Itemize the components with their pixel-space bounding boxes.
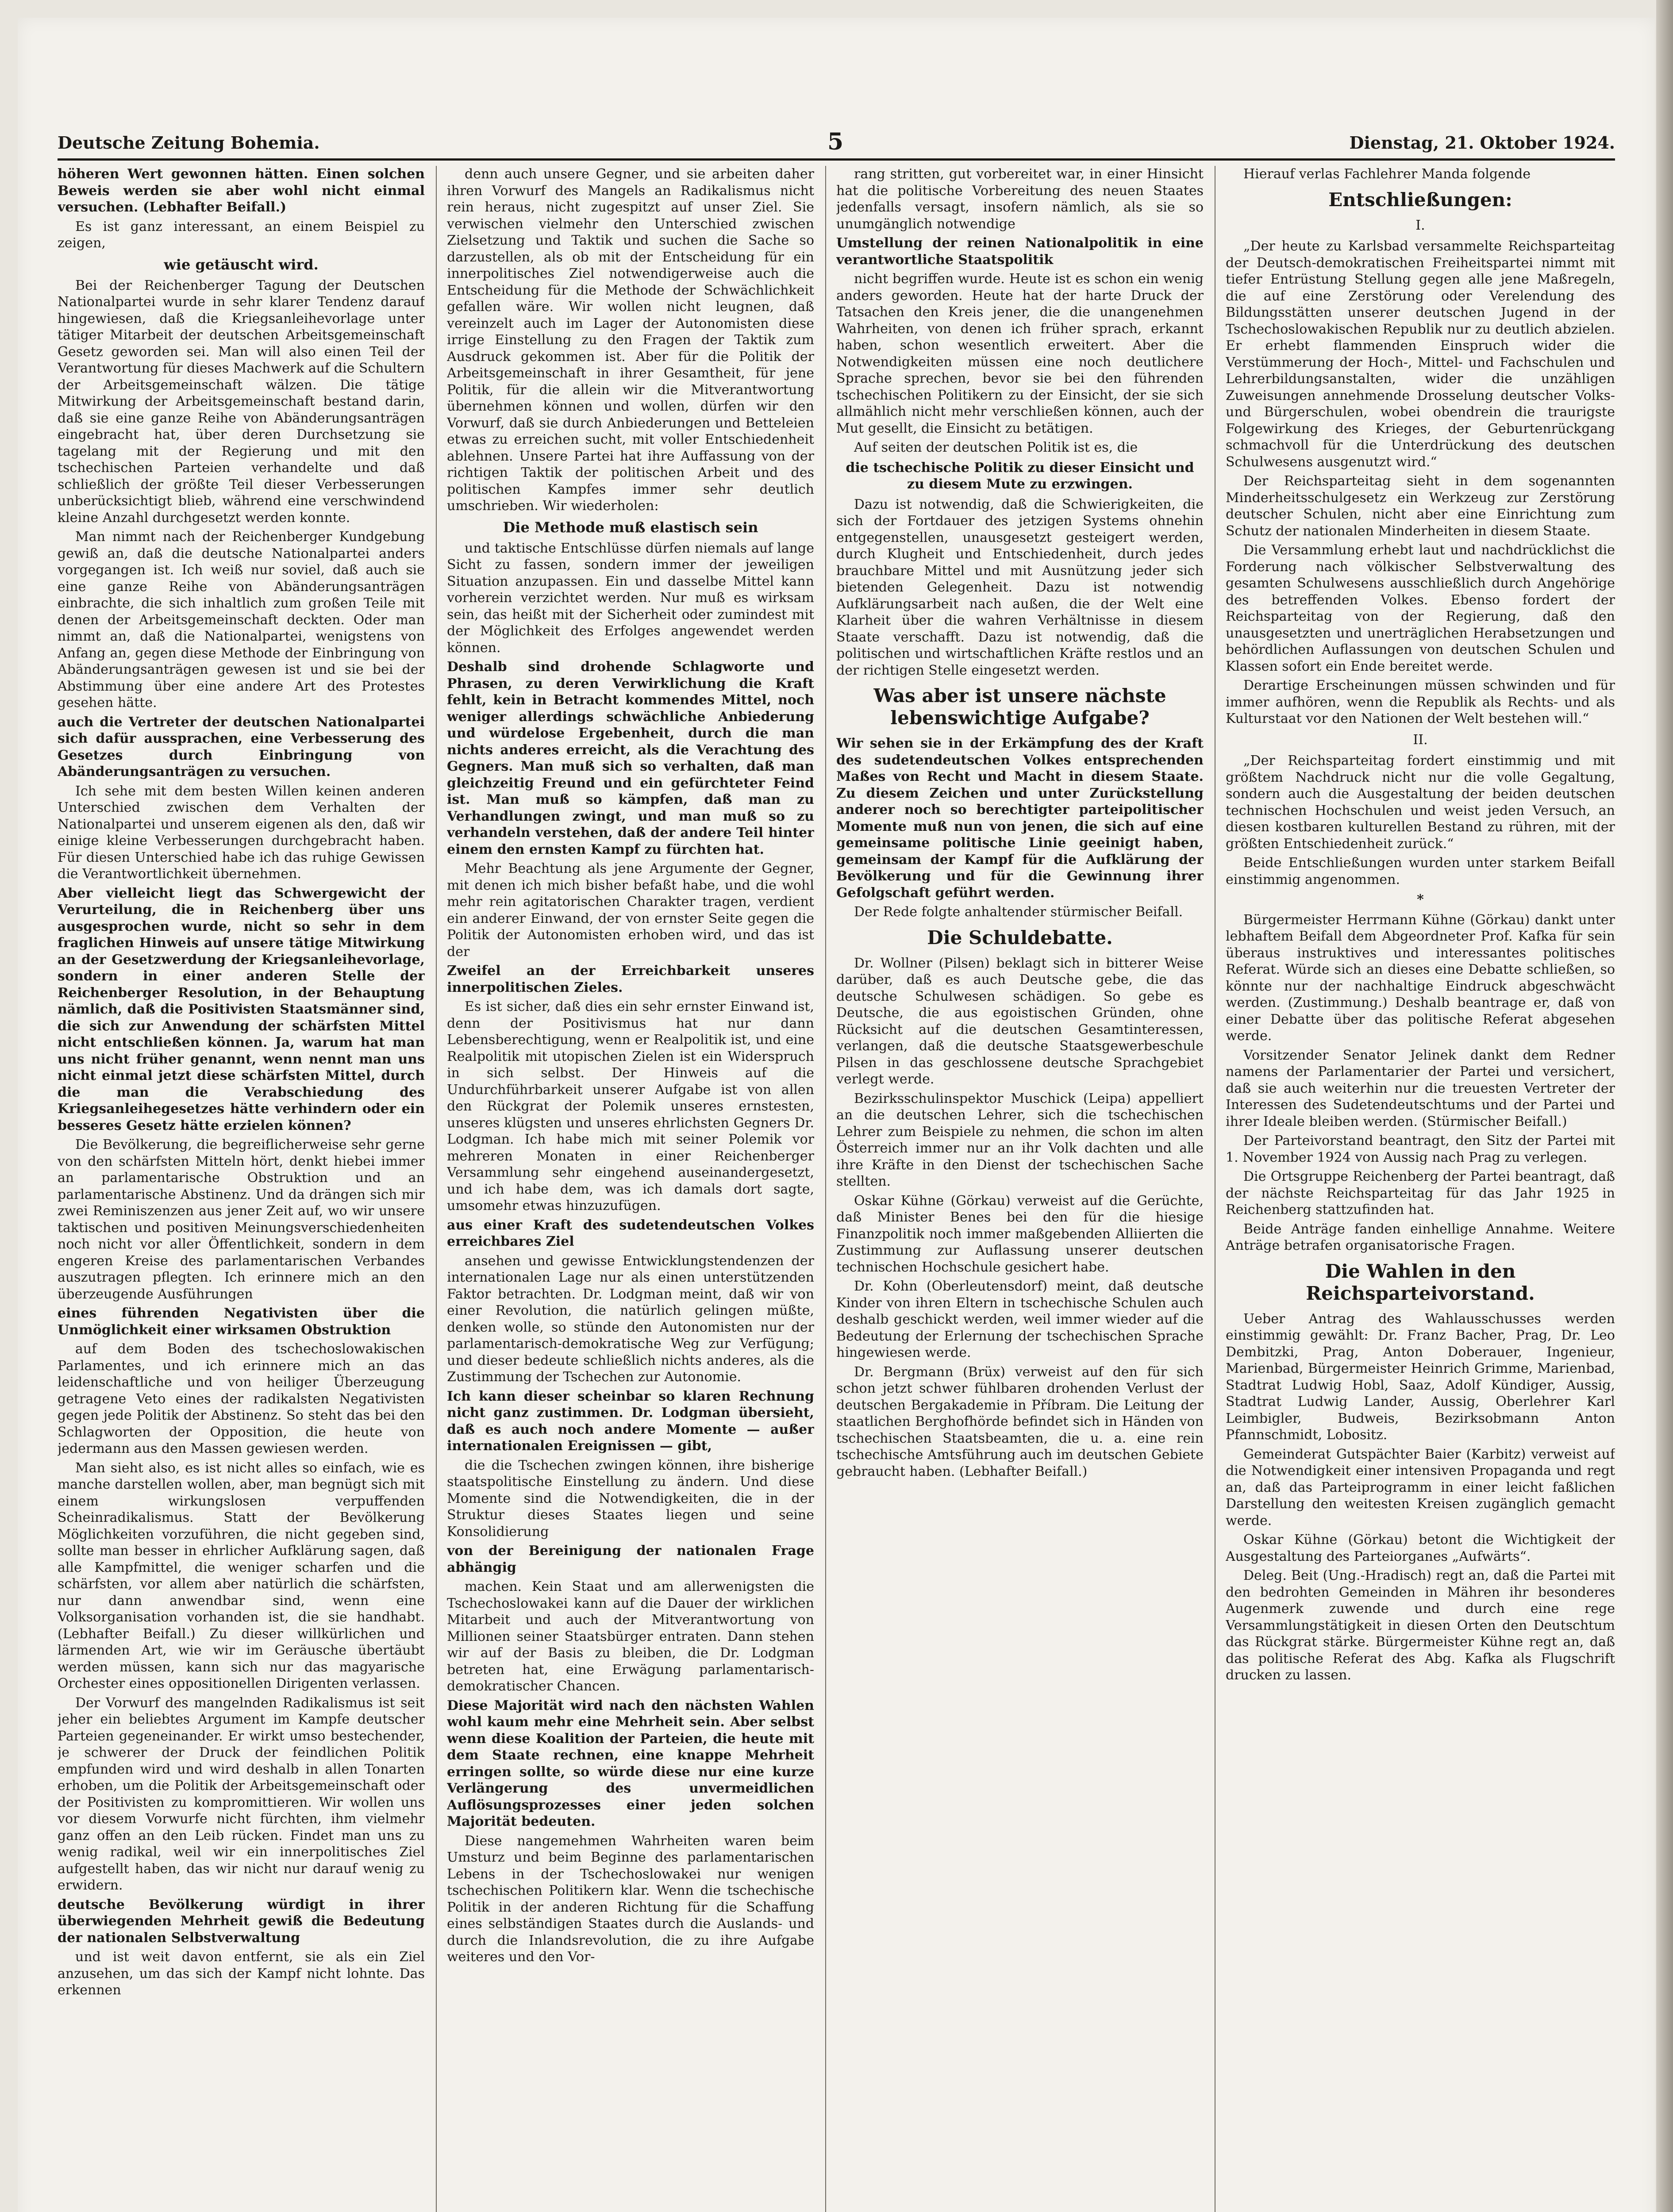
emphasized-paragraph: aus einer Kraft des sudetendeutschen Volkes erreichbares Ziel	[447, 1217, 814, 1249]
emphasized-paragraph: deutsche Bevölkerung würdigt in ihrer überwiegenden Mehrheit gewiß die Bedeutung der nationalen Selbstverwaltung	[58, 1897, 425, 1946]
column-divider	[436, 166, 437, 2212]
paragraph: Beide Entschließungen wurden unter starkem Beifall einstimmig angenommen.	[1226, 855, 1615, 887]
paragraph: Dazu ist notwendig, daß die Schwierigkeiten, die sich der Fortdauer des jetzigen Systems ohnehin entgegenstellen, unausgesetzt gesteigert werden, durch Klugheit und Entschiedenheit, durch jedes brauchbare Mittel und mit Ausnützung jeder sich bietenden Gelegenheit. Dazu ist notwendig Aufklärungsarbeit nach außen, die der Welt eine Klarheit über die wahren Verhältnisse in diesem Staate verschafft. Dazu ist notwendig, daß die politischen und wirtschaftlichen Kräfte restlos und an der richtigen Stelle eingesetzt werden.	[836, 496, 1204, 678]
emphasized-paragraph: Ich kann dieser scheinbar so klaren Rechnung nicht ganz zustimmen. Dr. Lodgman übersieht, daß es auch noch andere Momente — außer internationalen Ereignissen — gibt,	[447, 1388, 814, 1454]
paragraph: ansehen und gewisse Entwicklungstendenzen der internationalen Lage nur als einen unterstützenden Faktor betrachten. Dr. Lodgman meint, daß wir von einer Revolution, die natürlich gelingen müßte, denken wolle, so stünde den Autonomisten nur der parlamentarisch-demokratische Weg zur Verfügung; und dieser bedeute schließlich nichts anderes, als die Zustimmung der Tschechen zur Autonomie.	[447, 1253, 814, 1385]
centered-line: *	[1417, 892, 1424, 907]
newspaper-page	[18, 18, 1655, 2212]
paragraph: Vorsitzender Senator Jelinek dankt dem Redner namens der Parlamentarier der Partei und versichert, daß sie auch weiterhin nur die treuesten Vertreter der Interessen des Sudetendeutschtums und der Partei und ihrer Ideale bleiben werden. (Stürmischer Beifall.)	[1226, 1047, 1615, 1129]
scan-edge	[1656, 0, 1673, 2212]
paragraph: Deleg. Beit (Ung.-Hradisch) regt an, daß die Partei mit den bedrohten Gemeinden in Mähren ihr besonderes Augenmerk zuwende und durch eine rege Versammlungstätigkeit in diesen Orten den Deutschtum das Rückgrat stärke. Bürgermeister Kühne regt an, daß das politische Referat des Abg. Kafka als Flugschrift drucken zu lassen.	[1226, 1568, 1615, 1683]
paragraph: Auf seiten der deutschen Politik ist es, die	[854, 440, 1138, 455]
paragraph: Der Vorwurf des mangelnden Radikalismus ist seit jeher ein beliebtes Argument im Kampfe deutscher Parteien gegeneinander. Er wirkt umso bestechender, je schwerer der Druck der feindlichen Politik empfunden wird und wird deshalb in allen Tonarten erhoben, um die Politik der Arbeitsgemeinschaft oder der Positivisten zu kompromittieren. Wir wollen uns vor diesem Vorwurfe nicht fürchten, ihm vielmehr ganz offen an den Leib rücken. Findet man uns zu wenig radikal, weil wir ein innerpolitisches Ziel aufgestellt haben, das wir nicht nur darauf wenig zu erwidern.	[58, 1695, 425, 1893]
paragraph: Ueber Antrag des Wahlausschusses werden einstimmig gewählt: Dr. Franz Bacher, Prag, Dr. Leo Dembitzki, Prag, Anton Doberauer, Ingenieur, Marienbad, Bürgermeister Heinrich Grimme, Marienbad, Stadtrat Ludwig Hobl, Saaz, Adolf Kündiger, Aussig, Stadtrat Ludwig Lander, Aussig, Oberlehrer Karl Leimbigler, Budweis, Bezirksobmann Anton Pfannschmidt, Lobositz.	[1226, 1311, 1615, 1443]
section-heading: Die Wahlen in den Reichsparteivorstand.	[1306, 1260, 1535, 1304]
newspaper-name: Deutsche Zeitung Bohemia.	[58, 133, 320, 153]
paragraph: denn auch unsere Gegner, und sie arbeiten daher ihren Vorwurf des Mangels an Radikalismus nicht rein heraus, nicht zugespitzt auf unser Ziel. Sie verwischen vielmehr den Unterschied zwischen Zielsetzung und Taktik und suchen die Sache so darzustellen, als ob mit der Entscheidung für ein innerpolitisches Ziel notwendigerweise auch die Entscheidung für die Methode der Schwächlichkeit gefallen wäre. Wir wollen nicht leugnen, daß vereinzelt auch im Lager der Autonomisten diese irrige Einstellung zu den Fragen der Taktik zum Ausdruck gekommen ist. Aber für die Politik der Arbeitsgemeinschaft in ihrer Gesamtheit, für jene Politik, für die allein wir die Mitverantwortung übernehmen können und wollen, dürfen wir den Vorwurf, daß sie durch Anbiederungen und Betteleien etwas zu erreichen sucht, mit voller Entschiedenheit ablehnen. Unsere Partei hat ihre Auffassung von der richtigen Taktik der politischen Arbeit und des politischen Kampfes immer sehr deutlich umschrieben. Wir wiederholen:	[447, 166, 814, 514]
emphasized-paragraph: von der Bereinigung der nationalen Frage abhängig	[447, 1543, 814, 1575]
paragraph: auf dem Boden des tschechoslowakischen Parlamentes, und ich erinnere mich an das leidenschaftliche und von heiliger Überzeugung getragene Veto eines der radikalsten Negativisten gegen jede Politik der Abstinenz. So steht das bei den Schlagworten der Opposition, die heute von jedermann aus den Massen gewiesen werden.	[58, 1341, 425, 1456]
paragraph: Man sieht also, es ist nicht alles so einfach, wie es manche darstellen wollen, aber, man begnügt sich mit einem wirkungslosen verpuffenden Scheinradikalismus. Statt der Bevölkerung Möglichkeiten vorzuführen, die nicht gegeben sind, sollte man besser in ehrlicher Aufklärung sagen, daß alle Kampfmittel, die weniger scharfen und die schärfsten, vor allem aber natürlich die schärfsten, nur dann anwendbar sind, wenn eine Volksorganisation vorhanden ist, die sie handhabt. (Lebhafter Beifall.) Zu dieser willkürlichen und lärmenden Art, wie wir im Geräusche übertäubt werden müssen, kann sich nur das magyarische Orchester eines oppositionellen Dirigenten verlassen.	[58, 1460, 425, 1691]
paragraph: Beide Anträge fanden einhellige Annahme. Weitere Anträge betrafen organisatorische Fragen.	[1226, 1221, 1615, 1253]
paragraph: Dr. Bergmann (Brüx) verweist auf den für sich schon jetzt schwer fühlbaren drohenden Verlust der deutschen Bergakademie in Příbram. Die Leitung der staatlichen Berghofhörde befindet sich in Händen von tschechischen Staatsbeamten, die u. a. eine rein tschechische Amtsführung auch im deutschen Gebiete gebraucht haben. (Lebhafter Beifall.)	[836, 1364, 1204, 1479]
subheading: Die Methode muß elastisch sein	[503, 518, 758, 536]
paragraph: und ist weit davon entfernt, sie als ein Ziel anzusehen, um das sich der Kampf nicht lohnte. Das erkennen	[58, 1949, 425, 1998]
column-2	[447, 166, 814, 2212]
paragraph: Derartige Erscheinungen müssen schwinden und für immer aufhören, wenn die Republik als Rechts- und als Kulturstaat vor den Nationen der Welt bestehen will.“	[1226, 678, 1615, 726]
paragraph: Die Bevölkerung, die begreiflicherweise sehr gerne von den schärfsten Mitteln hört, denkt hiebei immer an parlamentarische Obstruktion und an parlamentarische Abstinenz. Und da drängen sich mir zwei Reminiszenzen aus jener Zeit auf, wo wir unsere taktischen und positiven Meinungsverschiedenheiten noch nicht vor aller Öffentlichkeit, sondern in dem engeren Kreise des parlamentarischen Verbandes auszutragen pflegten. Ich erinnere mich an den überzeugende Ausführungen	[58, 1137, 425, 1302]
page-header	[58, 128, 1615, 159]
paragraph: Oskar Kühne (Görkau) verweist auf die Gerüchte, daß Minister Benes bei den für die hiesige Finanzpolitik noch immer maßgebenden Alliierten die Zustimmung zur Auflassung unserer deutschen technischen Hochschule gesichert habe.	[836, 1193, 1204, 1275]
paragraph: nicht begriffen wurde. Heute ist es schon ein wenig anders geworden. Heute hat der harte Druck der Tatsachen den Kreis jener, die die unangenehmen Wahrheiten, von denen ich früher sprach, erkannt haben, schon wesentlich erweitert. Aber die Notwendigkeiten müssen eine noch deutlichere Sprache sprechen, bevor sie bei den führenden tschechischen Politikern zu der Einsicht, der sie sich allmählich nicht mehr verschließen können, auch der Mut gesellt, die Einsicht zu betätigen.	[836, 271, 1204, 436]
paragraph: Der Reichsparteitag sieht in dem sogenannten Minderheitsschulgesetz ein Werkzeug zur Zerstörung deutscher Schulen, nicht aber eine Einrichtung zum Schutz der nationalen Minderheiten in diesem Staate.	[1226, 473, 1615, 539]
paragraph: Gemeinderat Gutspächter Baier (Karbitz) verweist auf die Notwendigkeit einer intensiven Propaganda und regt an, daß das Parteiprogramm in einer leicht faßlichen Darstellung den weitesten Kreisen zugänglich gemacht werde.	[1226, 1446, 1615, 1528]
paragraph: Diese nangemehmen Wahrheiten waren beim Umsturz und beim Beginne des parlamentarischen Lebens in der Tschechoslowakei nur wenigen tschechischen Politikern klar. Wenn die tschechische Politik in der anderen Richtung für die Schaffung eines selbständigen Staates durch die Auslands- und durch die Inlandsrevolution, die zu ihre Aufgabe weiteres und den Vor-	[447, 1833, 814, 1965]
paragraph: Man nimmt nach der Reichenberger Kundgebung gewiß an, daß die deutsche Nationalpartei anders vorgegangen ist. Ich weiß nur soviel, daß auch sie eine ganze Reihe von Abänderungsanträgen einbrachte, die sich inhaltlich zum großen Teile mit denen der Arbeitsgemeinschaft deckten. Oder man nimmt an, daß die Nationalpartei, wenigstens von Anfang an, gegen diese Methode der Einbringung von Abänderungsanträgen gewesen ist und sie bei der Abstimmung über eine andere Art des Protestes gesehen hätte.	[58, 529, 425, 710]
emphasized-paragraph: eines führenden Negativisten über die Unmöglichkeit einer wirksamen Obstruktion	[58, 1306, 425, 1338]
paragraph: die die Tschechen zwingen können, ihre bisherige staatspolitische Einstellung zu ändern. Und diese Momente sind die Notwendigkeiten, die in der Struktur dieses Staates liegen und seine Konsolidierung	[447, 1457, 814, 1540]
paragraph: Die Versammlung erhebt laut und nachdrücklichst die Forderung nach völkischer Selbstverwaltung des gesamten Schulwesens ausschließlich durch Angehörige des betreffenden Volkes. Ebenso fordert der Reichsparteitag von der Regierung, daß den unausgesetzten und unerträglichen Herabsetzungen und behördlichen Auflassungen von deutschen Schulen und Klassen sofort ein Ende bereitet werde.	[1226, 542, 1615, 674]
column-4	[1226, 166, 1615, 2212]
emphasized-paragraph: Deshalb sind drohende Schlagworte und Phrasen, zu deren Verwirklichung die Kraft fehlt, kein in Betracht kommendes Mittel, noch weniger allerdings schwächliche Anbiederung und würdelose Ergebenheit, durch die man nichts anderes erreicht, als die Verachtung des Gegners. Man muß sich so verhalten, daß man gleichzeitig Freund und ein gefürchteter Feind ist. Man muß so kämpfen, daß man zu Verhandlungen zwingt, und man muß so zu verhandeln verstehen, daß der andere Teil hinter einem den ernsten Kampf zu fürchten hat.	[447, 659, 814, 857]
section-heading: Entschließungen:	[1328, 188, 1512, 211]
paragraph: Bei der Reichenberger Tagung der Deutschen Nationalpartei wurde in sehr klarer Tendenz darauf hingewiesen, daß die Kriegsanleihevorlage unter tätiger Mitarbeit der deutschen Arbeitsgemeinschaft Gesetz geworden sei. Man will also einen Teil der Verantwortung für dieses Machwerk auf die Schultern der Arbeitsgemeinschaft wälzen. Die tätige Mitwirkung der Arbeitsgemeinschaft bestand darin, daß sie eine ganze Reihe von Abänderungsanträgen eingebracht hat, über deren Durchsetzung sie tagelang mit der Regierung und mit den tschechischen Parteien verhandelte und daß schließlich der größte Teil dieser Verbesserungen unberücksichtigt blieb, während eine verschwindend kleine Anzahl durchgesetzt werden konnte.	[58, 277, 425, 526]
emphasized-paragraph: auch die Vertreter der deutschen Nationalpartei sich dafür aussprachen, eine Verbesserung des Gesetzes durch Einbringung von Abänderungsanträgen zu versuchen.	[58, 714, 425, 780]
section-heading: Die Schuldebatte.	[927, 926, 1113, 949]
header-rule	[58, 158, 1615, 161]
emphasized-paragraph: Wir sehen sie in der Erkämpfung des der Kraft des sudetendeutschen Volkes entsprechenden Maßes von Recht und Macht in diesem Staate. Zu diesem Zeichen und unter Zurückstellung anderer noch so berechtigter parteipolitischer Momente muß nun von jenen, die sich auf eine gemeinsame politische Linie geeinigt haben, gemeinsam der Kampf für die Aufklärung der Bevölkerung und für die Gewinnung ihrer Gefolgschaft geführt werden.	[836, 736, 1204, 901]
issue-date: Dienstag, 21. Oktober 1924.	[1349, 133, 1615, 153]
paragraph: Bezirksschulinspektor Muschick (Leipa) appelliert an die deutschen Lehrer, sich die tschechischen Lehrer zum Beispiele zu nehmen, die schon im alten Österreich immer nur an ihr Volk dachten und alle ihre Kräfte in den Dienst der tschechischen Sache stellten.	[836, 1091, 1204, 1189]
column-1	[58, 166, 425, 2212]
paragraph: Bürgermeister Herrmann Kühne (Görkau) dankt unter lebhaftem Beifall dem Abgeordneter Prof. Kafka für sein überaus instruktives und interessantes politisches Referat. Würde sich an dieses eine Debatte schließen, so könnte nur der nachhaltige Eindruck abgeschwächt werden. (Zustimmung.) Deshalb beantrage er, daß von einer Debatte über das politische Referat abgesehen werde.	[1226, 912, 1615, 1044]
paragraph: Der Rede folgte anhaltender stürmischer Beifall.	[854, 904, 1183, 920]
section-heading: Was aber ist unsere nächste lebenswichtige Aufgabe?	[873, 685, 1166, 729]
paragraph: Die Ortsgruppe Reichenberg der Partei beantragt, daß der nächste Reichsparteitag für das Jahr 1925 in Reichenberg stattzufinden hat.	[1226, 1169, 1615, 1217]
paragraph: Es ist sicher, daß dies ein sehr ernster Einwand ist, denn der Positivismus hat nur dann Lebensberechtigung, wenn er Realpolitik ist, und eine Realpolitik mit utopischen Zielen ist ein Widerspruch in sich selbst. Der Hinweis auf die Undurchführbarkeit unserer Aufgabe ist von allen den Rückgrat der Polemik unseres ernstesten, unseres klügsten und unseres ehrlichsten Gegners Dr. Lodgman. Ich habe mich mit seiner Polemik vor mehreren Monaten in einer Reichenberger Versammlung sehr eingehend auseinandergesetzt, und ich habe dem, was ich damals dort sagte, umsomehr etwas hinzuzufügen.	[447, 999, 814, 1214]
emphasized-paragraph: Aber vielleicht liegt das Schwergewicht der Verurteilung, die in Reichenberg über uns ausgesprochen wurde, nicht so sehr in dem fraglichen Hinweis auf unsere tätige Mitwirkung an der Gesetzwerdung der Kriegsanleihevorlage, sondern in einer anderen Stelle der Reichenberger Resolution, in der Behauptung nämlich, daß die Positivisten Staatsmänner sind, die sich zur Anwendung der schärfsten Mittel nicht entschließen können. Ja, warum hat man uns nicht früher genannt, wenn nennt man uns nicht einmal jetzt diese schärfsten Mittel, durch die man die Verabschiedung des Kriegsanleihegesetzes hätte verhindern oder ein besseres Gesetz hätte erzielen können?	[58, 885, 425, 1133]
section-number: II.	[1413, 732, 1428, 748]
paragraph: Es ist ganz interessant, an einem Beispiel zu zeigen,	[58, 219, 425, 251]
paragraph: Oskar Kühne (Görkau) betont die Wichtigkeit der Ausgestaltung des Parteiorganes „Aufwärts“.	[1226, 1532, 1615, 1564]
page-number: 5	[827, 128, 844, 155]
emphasized-paragraph: Diese Majorität wird nach den nächsten Wahlen wohl kaum mehr eine Mehrheit sein. Aber selbst wenn diese Koalition der Parteien, die heute mit dem Staate rechnen, eine knappe Mehrheit erringen sollte, so würde diese nur eine kurze Verlängerung des unvermeidlichen Auflösungsprozesses einer jeden solchen Majorität bedeuten.	[447, 1697, 814, 1829]
subheading: wie getäuscht wird.	[164, 256, 319, 273]
paragraph: Ich sehe mit dem besten Willen keinen anderen Unterschied zwischen dem Verhalten der Nationalpartei und unserem eigenen als den, daß wir einige kleine Verbesserungen durchgebracht haben. Für diesen Unterschied habe ich das ruhige Gewissen die Verantwortlichkeit übernehmen.	[58, 783, 425, 882]
paragraph: rang stritten, gut vorbereitet war, in einer Hinsicht hat die politische Vorbereitung des neuen Staates jedenfalls versagt, insofern nämlich, als sie so unumgänglich notwendige	[836, 166, 1204, 232]
section-number: I.	[1415, 217, 1425, 233]
column-divider	[825, 166, 826, 2212]
paragraph: und taktische Entschlüsse dürfen niemals auf lange Sicht zu fassen, sondern immer der jeweiligen Situation anzupassen. Ein und dasselbe Mittel kann vorherein verzichtet werden. Nur muß es wirksam sein, das heißt mit der Sicherheit oder zumindest mit der Möglichkeit des Erfolges angewendet werden können.	[447, 540, 814, 656]
centered-line: die tschechische Politik zu dieser Einsicht und zu diesem Mute zu erzwingen.	[846, 460, 1194, 492]
paragraph: Dr. Kohn (Oberleutensdorf) meint, daß deutsche Kinder von ihren Eltern in tschechische Schulen auch deshalb geschickt werden, weil immer wieder auf die Bedeutung der Erlernung der tschechischen Sprache hingewiesen werde.	[836, 1279, 1204, 1360]
emphasized-paragraph: Zweifel an der Erreichbarkeit unseres innerpolitischen Zieles.	[447, 963, 814, 995]
paragraph: Hierauf verlas Fachlehrer Manda folgende	[1243, 166, 1531, 182]
emphasized-paragraph: höheren Wert gewonnen hätten. Einen solchen Beweis werden sie aber wohl nicht einmal versuchen. (Lebhafter Beifall.)	[58, 166, 425, 215]
paragraph: „Der Reichsparteitag fordert einstimmig und mit größtem Nachdruck nicht nur die volle Gegaltung, sondern auch die Ausgestaltung der beiden deutschen technischen Hochschulen und weist jeden Versuch, an diesen kostbaren kulturellen Bestand zu rühren, mit der größten Entschiedenheit zurück.“	[1226, 753, 1615, 852]
paragraph: machen. Kein Staat und am allerwenigsten die Tschechoslowakei kann auf die Dauer der wirklichen Mitarbeit und auch der Mitverantwortung von Millionen seiner Staatsbürger entraten. Dann stehen wir auf der Basis zu bleiben, die Dr. Lodgman betreten hat, eine Erwägung parlamentarisch-demokratischer Chancen.	[447, 1579, 814, 1694]
paragraph: Der Parteivorstand beantragt, den Sitz der Partei mit 1. November 1924 von Aussig nach Prag zu verlegen.	[1226, 1133, 1615, 1165]
emphasized-paragraph: Umstellung der reinen Nationalpolitik in eine verantwortliche Staatspolitik	[836, 235, 1204, 268]
paragraph: „Der heute zu Karlsbad versammelte Reichsparteitag der Deutsch-demokratischen Freiheitspartei nimmt mit tiefer Entrüstung Stellung gegen alle jene Maßregeln, die auf eine Zerstörung oder Verelendung des Bildungsstätten unserer deutschen Jugend in der Tschechoslowakischen Republik nur zu deutlich abzielen. Er erhebt flammenden Einspruch wider die Verstümmerung der Hoch-, Mittel- und Fachschulen und Lehrerbildungsanstalten, wider die unzähligen Zuweisungen annehmende Drosselung deutscher Volks- und Bürgerschulen, wobei obendrein die traurigste Folgewirkung des Krieges, der Geburtenrückgang schmachvoll für die Unterdrückung des deutschen Schulwesens ausgenutzt wird.“	[1226, 238, 1615, 470]
paragraph: Dr. Wollner (Pilsen) beklagt sich in bitterer Weise darüber, daß es auch Deutsche gebe, die das deutsche Schulwesen schädigen. So gebe es Deutsche, die aus egoistischen Gründen, ohne Rücksicht auf die deutschen Gesamtinteressen, verlangen, daß die deutsche Staatsgewerbeschule Pilsen in das geschlossene deutsche Sprachgebiet verlegt werde.	[836, 955, 1204, 1087]
paragraph: Mehr Beachtung als jene Argumente der Gegner, mit denen ich mich bisher befaßt habe, und die wohl mehr rein agitatorischen Charakter tragen, verdient ein anderer Einwand, der von ernster Seite gegen die Politik der Autonomisten erhoben wird, und das ist der	[447, 861, 814, 960]
column-3	[836, 166, 1204, 2212]
